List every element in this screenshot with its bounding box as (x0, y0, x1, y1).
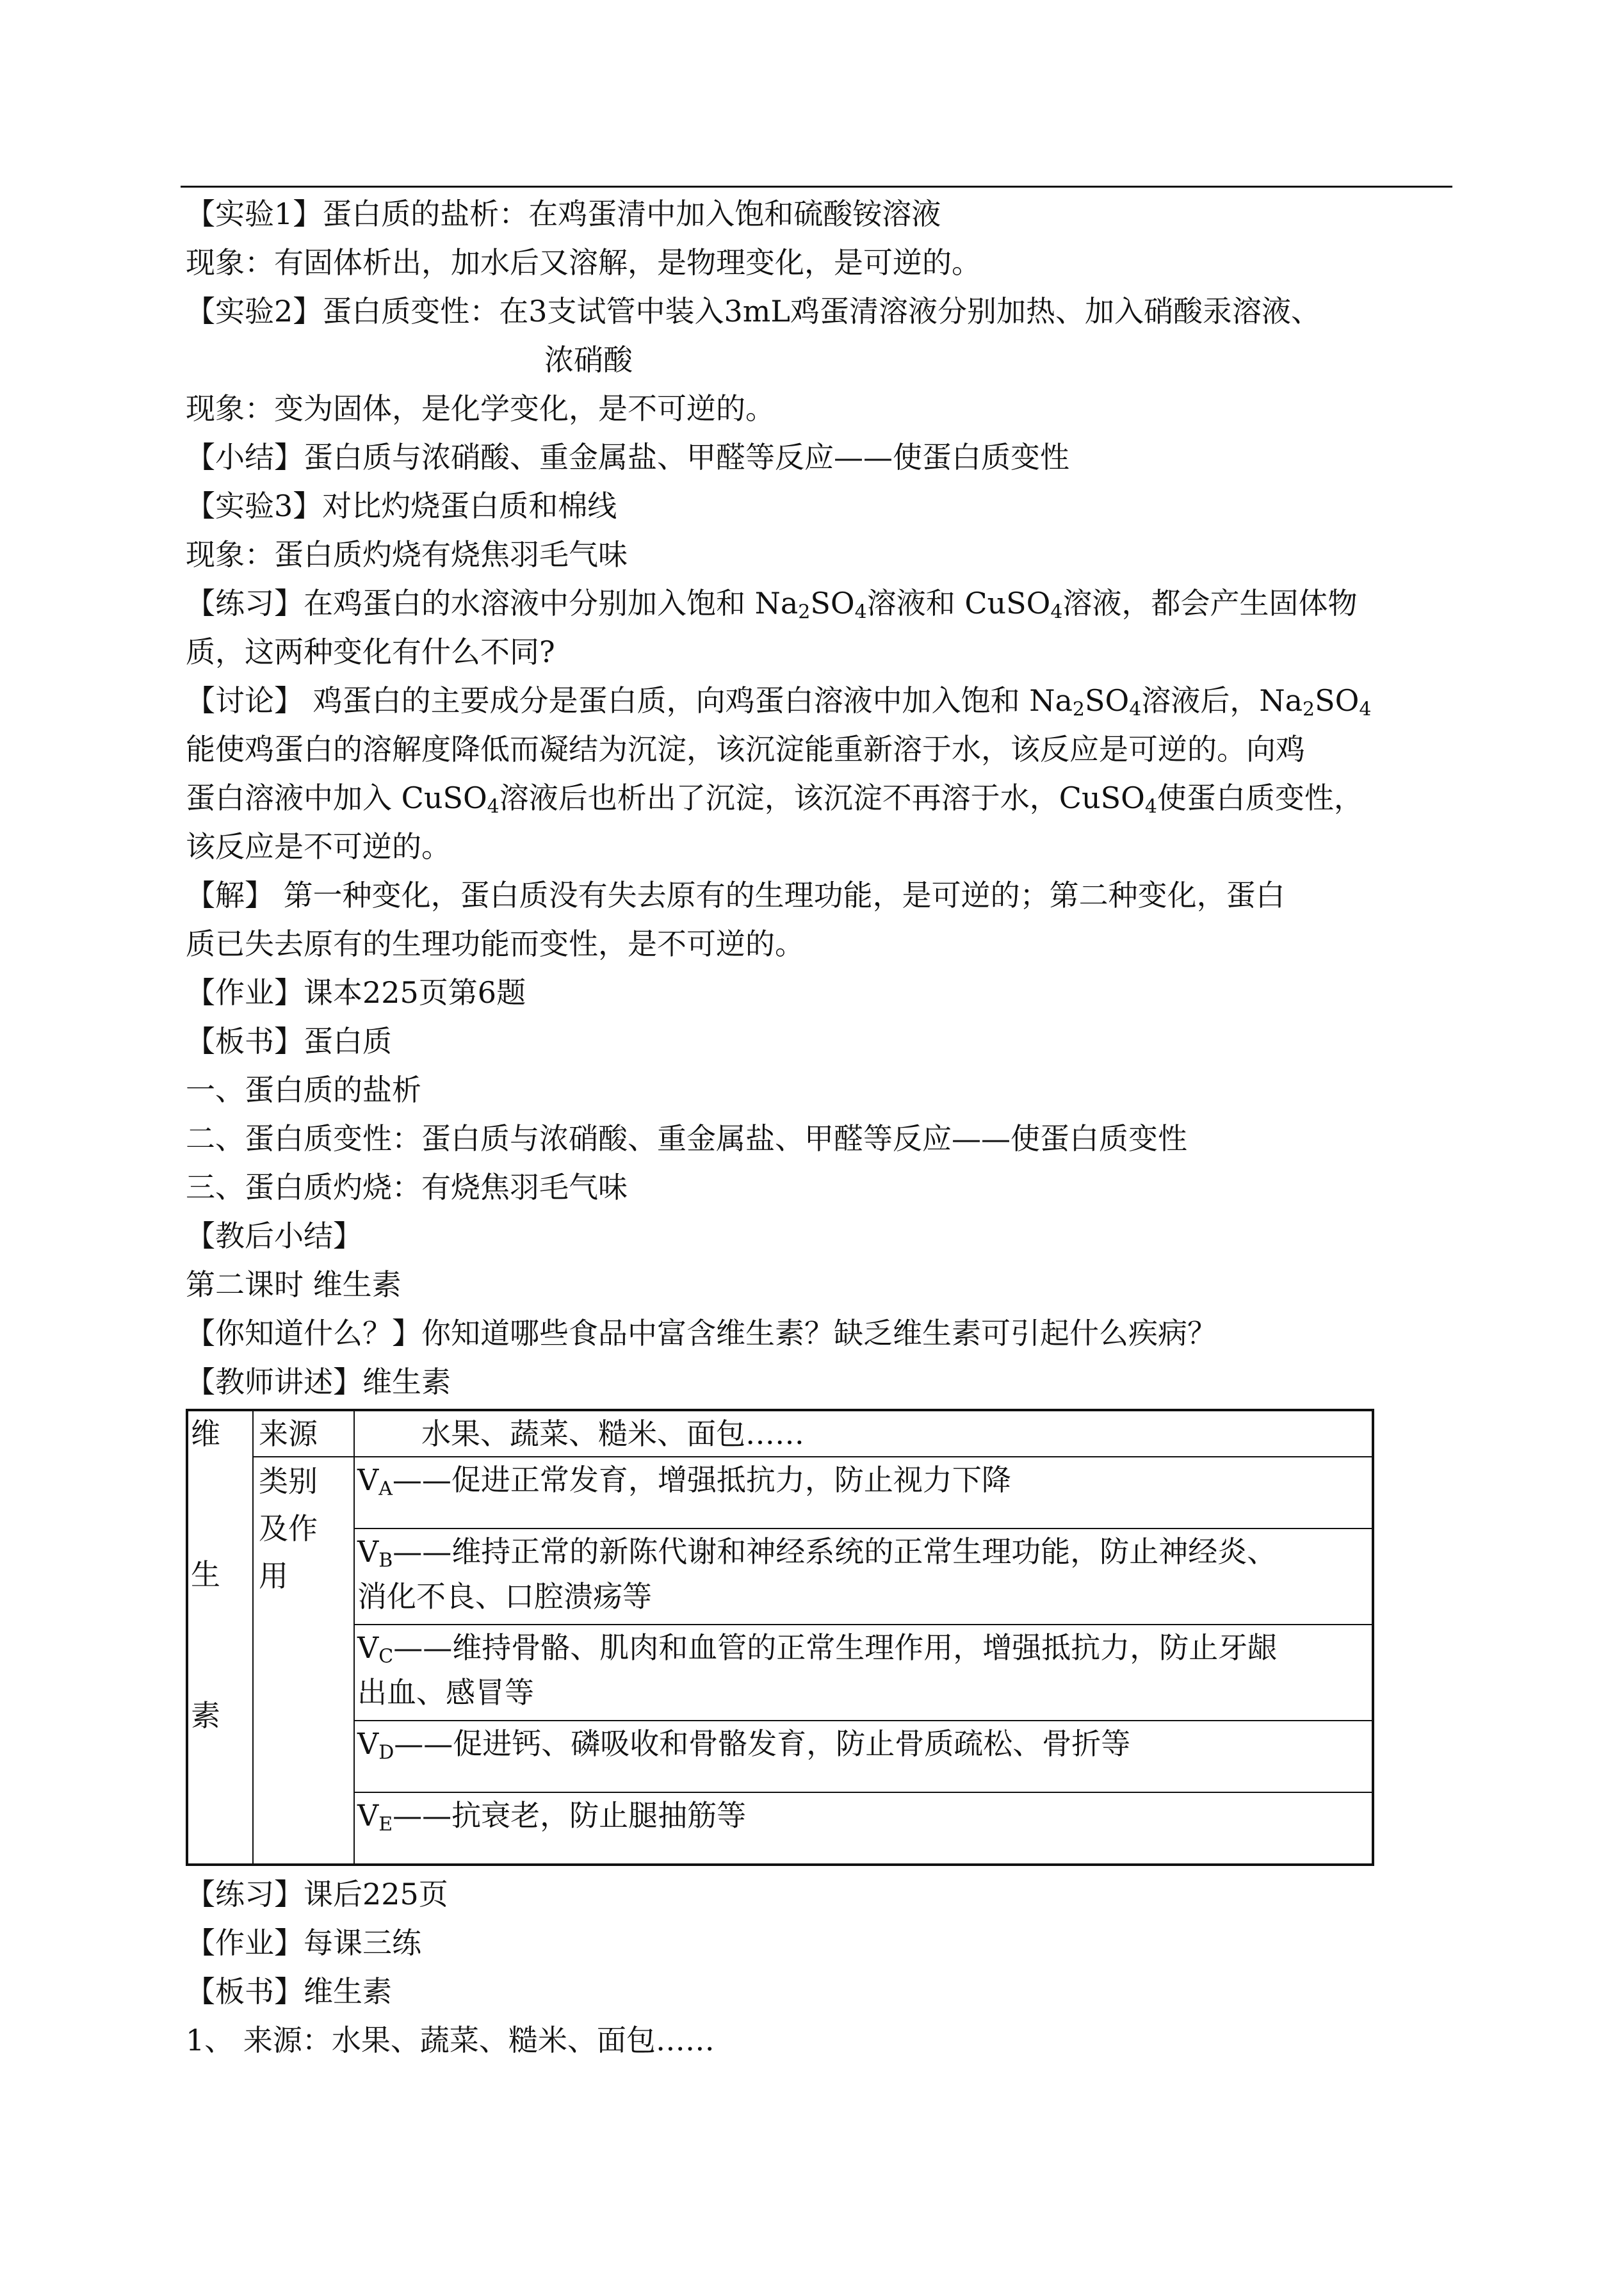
table-row (187, 1721, 1373, 1792)
formula-part: SO (1315, 683, 1360, 718)
text-line: 浓硝酸 (544, 343, 633, 377)
table-row (187, 1792, 1373, 1865)
label-char: 素 (191, 1698, 220, 1733)
text-line: 1、 来源：水果、蔬菜、糙米、面包…… (186, 2023, 715, 2057)
subscript: 4 (487, 795, 499, 818)
exercise-text: 溶液，都会产生固体物 (1062, 586, 1358, 620)
vitamin-subscript: E (378, 1813, 393, 1836)
vitamin-cell (354, 1721, 1373, 1792)
vitamin-desc: ——促进钙、磷吸收和骨骼发育，防止骨质疏松、骨折等 (394, 1726, 1131, 1761)
text-line: 【教师讲述】维生素 (186, 1365, 451, 1399)
vitamin-letter: V (357, 1726, 379, 1761)
exercise-text: 溶液和 CuSO (866, 586, 1051, 620)
discussion-text: 溶液后也析出了沉淀，该沉淀不再溶于水，CuSO (499, 781, 1145, 815)
discussion-line-1 (186, 676, 1454, 725)
text-line: 一、蛋白质的盐析 (186, 1073, 421, 1107)
discussion-text: 使蛋白质变性， (1157, 781, 1363, 815)
category-label-cell (253, 1457, 354, 1865)
vitamin-cell (354, 1625, 1373, 1721)
exercise-line-1 (186, 579, 1454, 628)
text-line: 现象：变为固体，是化学变化，是不可逆的。 (186, 391, 775, 426)
header-rule (181, 186, 1452, 188)
subscript: 4 (1359, 698, 1372, 721)
vitamin-cell (354, 1792, 1373, 1865)
vitamin-letter: V (357, 1798, 379, 1833)
subscript: 2 (1303, 698, 1315, 721)
text-line: 现象：蛋白质灼烧有烧焦羽毛气味 (186, 537, 628, 572)
label-char: 维 (191, 1416, 220, 1451)
discussion-line-3 (186, 774, 1454, 822)
discussion-line-4: 该反应是不可逆的。 (186, 829, 451, 864)
text-line: 三、蛋白质灼烧：有烧焦羽毛气味 (186, 1170, 628, 1204)
text-line: 现象：有固体析出，加水后又溶解，是物理变化，是可逆的。 (186, 245, 981, 280)
text-line: 【板书】蛋白质 (186, 1024, 392, 1058)
vitamin-letter: V (357, 1534, 379, 1569)
text-line: 【解】 第一种变化，蛋白质没有失去原有的生理功能，是可逆的；第二种变化，蛋白 (186, 878, 1285, 912)
table-row (187, 1625, 1373, 1721)
vitamin-table (186, 1409, 1374, 1866)
vitamin-desc: ——抗衰老，防止腿抽筋等 (393, 1798, 747, 1833)
table-row (187, 1529, 1373, 1625)
text-line: 【实验1】蛋白质的盐析：在鸡蛋清中加入饱和硫酸铵溶液 (186, 197, 941, 231)
text-line: 【教后小结】 (186, 1219, 362, 1253)
source-value-cell: 水果、蔬菜、糙米、面包…… (354, 1410, 1373, 1457)
discussion-text: 溶液后，Na (1141, 683, 1303, 718)
document-body (186, 190, 1454, 2064)
text-line: 【作业】课本225页第6题 (186, 975, 526, 1010)
text-line: 【练习】课后225页 (186, 1877, 448, 1911)
vitamin-desc: ——维持骨骼、肌肉和血管的正常生理作用，增强抵抗力，防止牙龈 (393, 1630, 1278, 1665)
vitamin-cell (354, 1529, 1373, 1625)
vitamin-subscript: B (378, 1549, 393, 1572)
vitamin-subscript: C (378, 1645, 394, 1668)
text-line: 【实验2】蛋白质变性：在3支试管中装入3mL鸡蛋清溶液分别加热、加入硝酸汞溶液、 (186, 294, 1320, 328)
text-line: 【实验3】对比灼烧蛋白质和棉线 (186, 489, 617, 523)
source-label-cell: 来源 (253, 1410, 354, 1457)
text-line: 【小结】蛋白质与浓硝酸、重金属盐、甲醛等反应——使蛋白质变性 (186, 440, 1069, 474)
subscript: 2 (1072, 698, 1085, 721)
vitamin-subscript: D (378, 1741, 394, 1764)
vitamin-label-cell (187, 1410, 253, 1865)
subscript: 4 (1144, 795, 1157, 818)
category-label: 类别及作用 (259, 1464, 318, 1593)
subscript: 4 (854, 601, 867, 624)
subscript: 2 (798, 601, 811, 624)
text-line: 【作业】每课三练 (186, 1926, 421, 1960)
discussion-text: 蛋白溶液中加入 CuSO (186, 781, 487, 815)
vitamin-desc: ——促进正常发育，增强抵抗力，防止视力下降 (392, 1463, 1011, 1497)
vitamin-desc-cont: 出血、感冒等 (357, 1675, 534, 1710)
subscript: 4 (1129, 698, 1142, 721)
exercise-line-2: 质，这两种变化有什么不同? (186, 635, 555, 669)
vitamin-letter: V (357, 1630, 379, 1665)
formula-part: SO (1085, 683, 1130, 718)
exercise-text: 【练习】在鸡蛋白的水溶液中分别加入饱和 Na (186, 586, 799, 620)
subscript: 4 (1050, 601, 1063, 624)
formula-part: SO (810, 586, 855, 620)
text-line: 第二课时 维生素 (186, 1267, 402, 1302)
vitamin-desc-cont: 消化不良、口腔溃疡等 (357, 1579, 652, 1614)
table-row (187, 1457, 1373, 1529)
table-row (187, 1410, 1373, 1457)
discussion-text: 【讨论】 鸡蛋白的主要成分是蛋白质，向鸡蛋白溶液中加入饱和 Na (186, 683, 1073, 718)
label-char: 生 (191, 1557, 220, 1592)
text-line: 【你知道什么？】你知道哪些食品中富含维生素？缺乏维生素可引起什么疾病？ (186, 1316, 1217, 1350)
text-line: 【板书】维生素 (186, 1974, 392, 2009)
vitamin-desc: ——维持正常的新陈代谢和神经系统的正常生理功能，防止神经炎、 (393, 1534, 1277, 1569)
vitamin-letter: V (357, 1463, 379, 1497)
vitamin-cell (354, 1457, 1373, 1529)
text-line: 二、蛋白质变性：蛋白质与浓硝酸、重金属盐、甲醛等反应——使蛋白质变性 (186, 1121, 1187, 1156)
vitamin-subscript: A (378, 1477, 393, 1500)
text-line: 质已失去原有的生理功能而变性，是不可逆的。 (186, 927, 804, 961)
discussion-line-2: 能使鸡蛋白的溶解度降低而凝结为沉淀，该沉淀能重新溶于水，该反应是可逆的。向鸡 (186, 732, 1305, 766)
